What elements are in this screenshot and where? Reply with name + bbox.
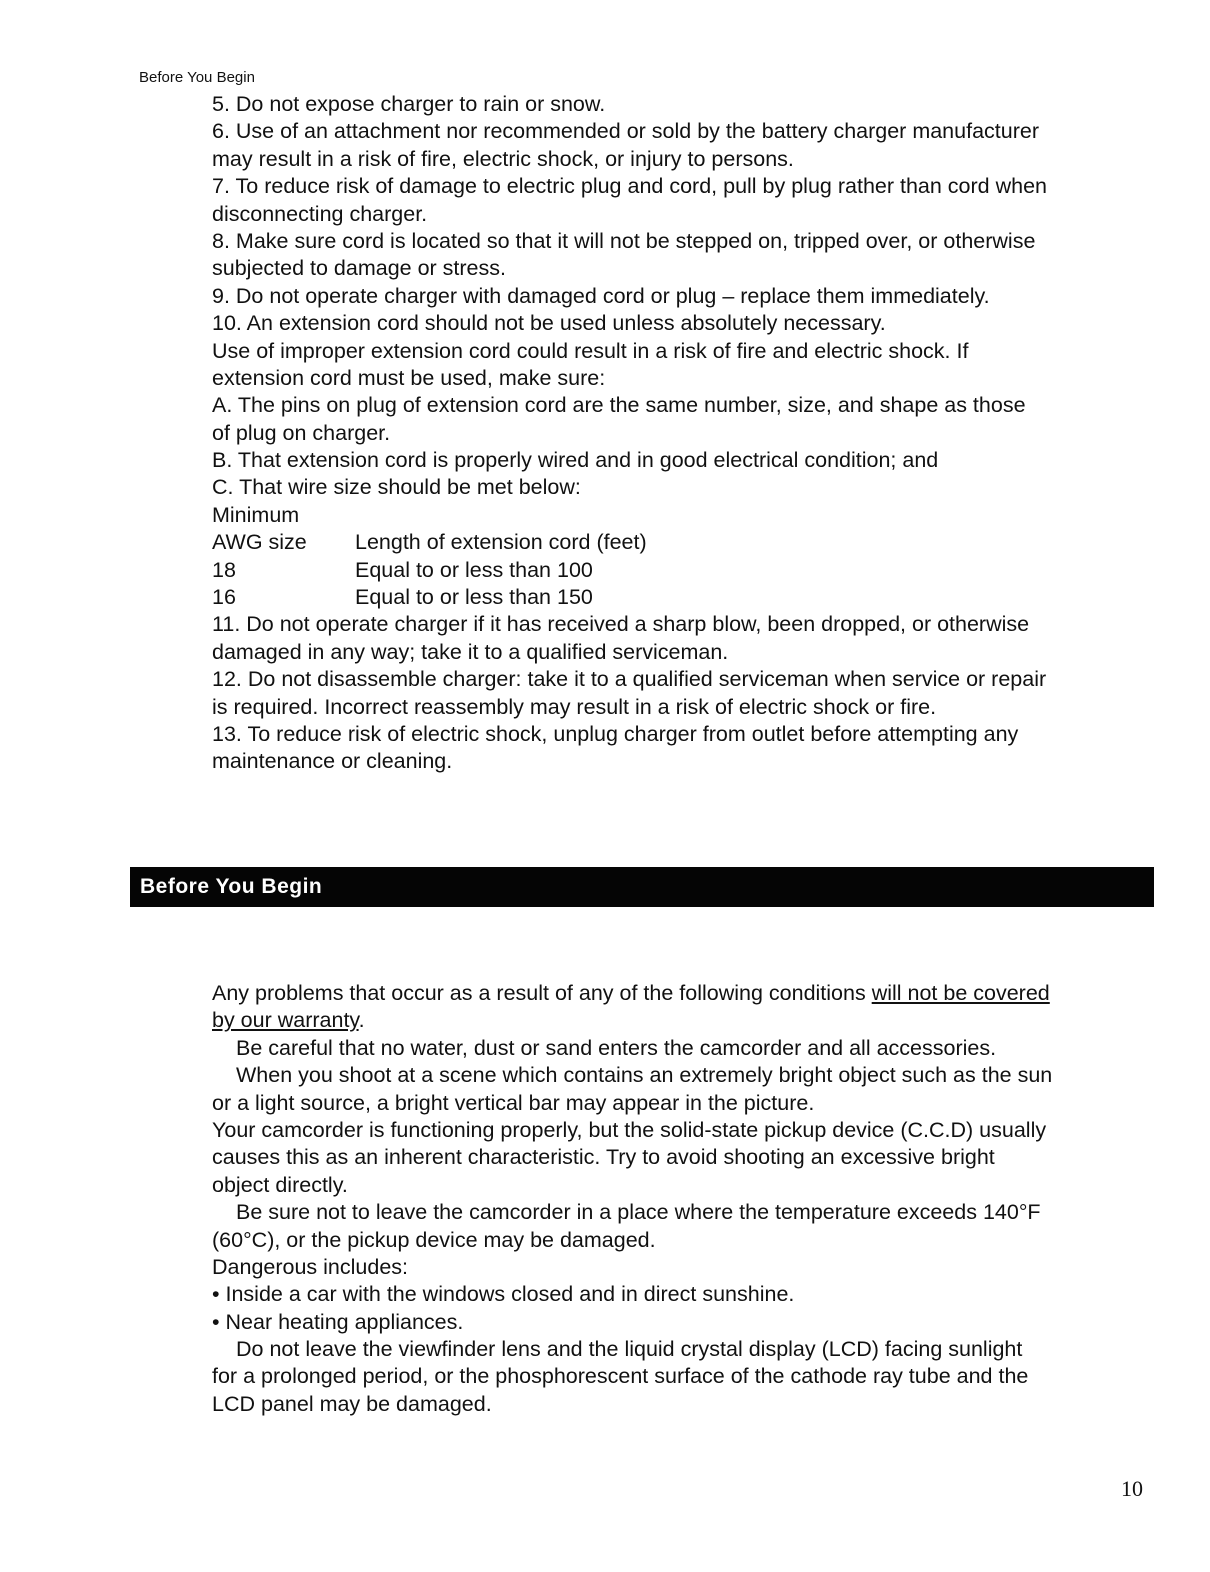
wire-table-length-cell: Equal to or less than 150 (355, 585, 593, 610)
precaution-temperature: Be sure not to leave the camcorder in a place where the temperature exceeds 140°F (236, 1200, 1041, 1225)
wire-table-awg-cell: 18 (212, 557, 236, 582)
precaution-bright-object-cont: or a light source, a bright vertical bar may appear in the picture. (212, 1090, 815, 1115)
instruction-11: 11. Do not operate charger if it has received a sharp blow, been dropped, or otherwise (212, 612, 1030, 637)
instruction-8: 8. Make sure cord is located so that it will not be stepped on, tripped over, or otherwise (212, 228, 1036, 253)
instruction-8-cont: subjected to damage or stress. (212, 256, 506, 281)
instruction-10-detail-cont: extension cord must be used, make sure: (212, 365, 606, 390)
warranty-emphasis-cont: by our warranty (212, 1008, 359, 1033)
warranty-emphasis: will not be covered (871, 981, 1050, 1005)
instruction-10: 10. An extension cord should not be used unless absolutely necessary. (212, 311, 886, 336)
condition-a-cont: of plug on charger. (212, 420, 391, 445)
instruction-7: 7. To reduce risk of damage to electric plug and cord, pull by plug rather than cord when (212, 174, 1048, 199)
wire-table-length-cell: Equal to or less than 100 (355, 557, 593, 582)
condition-a: A. The pins on plug of extension cord are the same number, size, and shape as those (212, 393, 1026, 418)
dangerous-includes-label: Dangerous includes: (212, 1254, 409, 1279)
wire-table-header-minimum: Minimum (212, 502, 300, 527)
warranty-notice (212, 980, 1157, 1007)
ccd-note-cont: causes this as an inherent characteristic. Try to avoid shooting an excessive bright (212, 1145, 995, 1170)
instruction-9: 9. Do not operate charger with damaged cord or plug – replace them immediately. (212, 283, 990, 308)
instruction-11-cont: damaged in any way; take it to a qualified serviceman. (212, 639, 729, 664)
instruction-5: 5. Do not expose charger to rain or snow. (212, 92, 606, 116)
wire-table-header-row (212, 529, 1157, 556)
precaution-sunlight: Do not leave the viewfinder lens and the liquid crystal display (LCD) facing sunlight (236, 1337, 1023, 1362)
charger-safety-instructions (212, 91, 1157, 776)
precaution-sunlight-end: LCD panel may be damaged. (212, 1391, 492, 1416)
precaution-bright-object: When you shoot at a scene which contains an extremely bright object such as the sun (236, 1063, 1053, 1088)
condition-c: C. That wire size should be met below: (212, 475, 581, 500)
wire-table-header-awg: AWG size (212, 530, 307, 555)
running-header: Before You Begin (139, 69, 255, 86)
instruction-12: 12. Do not disassemble charger: take it to a qualified serviceman when service or repair (212, 667, 1047, 692)
wire-table-row (212, 557, 1157, 584)
precaution-sunlight-cont: for a prolonged period, or the phosphorescent surface of the cathode ray tube and the (212, 1364, 1029, 1389)
instruction-7-cont: disconnecting charger. (212, 201, 428, 226)
wire-table-awg-cell: 16 (212, 585, 236, 610)
camcorder-precautions (212, 980, 1157, 1418)
instruction-10-detail: Use of improper extension cord could result in a risk of fire and electric shock. If (212, 338, 969, 363)
instruction-13-cont: maintenance or cleaning. (212, 749, 453, 774)
section-heading-bar (130, 867, 1154, 907)
dangerous-item-heating: • Near heating appliances. (212, 1309, 464, 1334)
ccd-note: Your camcorder is functioning properly, but the solid-state pickup device (C.C.D) usually (212, 1117, 1047, 1142)
ccd-note-end: object directly. (212, 1172, 348, 1197)
instruction-6: 6. Use of an attachment nor recommended or sold by the battery charger manufacturer (212, 119, 1039, 144)
instruction-12-cont: is required. Incorrect reassembly may result in a risk of electric shock or fire. (212, 694, 937, 719)
page-number: 10 (1121, 1476, 1143, 1501)
precaution-temperature-cont: (60°C), or the pickup device may be damaged. (212, 1227, 656, 1252)
instruction-6-cont: may result in a risk of fire, electric shock, or injury to persons. (212, 146, 794, 171)
wire-table-header-length: Length of extension cord (feet) (355, 530, 647, 555)
precaution-water-dust: Be careful that no water, dust or sand enters the camcorder and all accessories. (236, 1035, 997, 1060)
condition-b: B. That extension cord is properly wired and in good electrical condition; and (212, 448, 939, 473)
instruction-13: 13. To reduce risk of electric shock, unplug charger from outlet before attempting any (212, 721, 1019, 746)
warranty-notice-text: Any problems that occur as a result of any of the following conditions (212, 981, 872, 1005)
dangerous-item-car: • Inside a car with the windows closed and in direct sunshine. (212, 1282, 795, 1307)
warranty-notice-cont (212, 1007, 1157, 1034)
section-heading: Before You Begin (140, 875, 323, 898)
warranty-notice-end: . (358, 1008, 365, 1033)
wire-table-row (212, 584, 1157, 611)
